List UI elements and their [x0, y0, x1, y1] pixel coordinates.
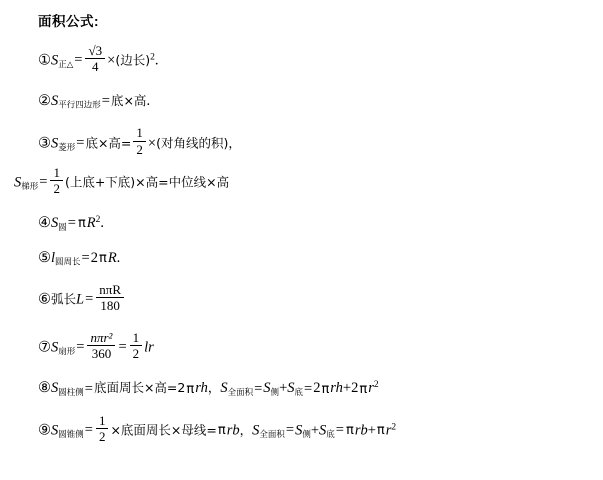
fraction-numerator: 1	[136, 125, 143, 141]
equals-sign: =	[101, 93, 110, 110]
label-arc-length: 弧长	[51, 291, 77, 307]
symbol-S-total: S	[220, 380, 228, 397]
variable-R: R	[107, 249, 117, 266]
fraction-numerator: 1	[132, 329, 140, 345]
equals-sign: =	[85, 291, 94, 308]
symbol-S: S	[51, 339, 59, 356]
fraction-denominator: 2	[53, 181, 60, 197]
coefficient-2: 2	[351, 380, 359, 397]
subscript-base: 底	[294, 388, 304, 399]
list-marker: ⑥	[38, 291, 51, 308]
subscript-label: 圆柱侧	[58, 388, 84, 399]
equals-sign-2: =	[254, 380, 263, 397]
equals-sign: =	[84, 380, 93, 397]
formula-line-7	[38, 329, 603, 363]
times-sign: ×	[107, 52, 116, 69]
exponent: 2	[391, 421, 397, 432]
symbol-S: S	[51, 134, 59, 151]
list-marker: ⑦	[38, 339, 51, 356]
variable-r: r	[368, 380, 374, 397]
coefficient: 2	[90, 249, 98, 266]
fraction-numerator: 1	[98, 412, 106, 428]
fraction-b	[130, 331, 143, 361]
expression-a: 底面周长×高=2	[93, 380, 186, 396]
fraction	[96, 283, 124, 313]
period: .	[116, 249, 121, 266]
exponent: 2	[373, 380, 379, 391]
equals-sign: =	[74, 52, 83, 69]
symbol-S-base: S	[319, 422, 327, 439]
expression-a: ×底面周长×母线=	[110, 422, 217, 438]
variables-rh-2: rh	[330, 380, 343, 397]
fraction-numerator: nπr²	[90, 329, 113, 345]
page-title: 面积公式:	[38, 14, 99, 29]
subscript-label: 圆	[58, 223, 67, 233]
equals-sign: =	[81, 249, 90, 266]
subscript-label: 正△	[58, 60, 74, 71]
variables-rh: rh	[195, 380, 208, 397]
fraction-denominator: 360	[91, 346, 112, 362]
equals-sign: =	[39, 174, 48, 191]
variable-r: r	[385, 422, 392, 439]
term-side-length: (边长)	[115, 52, 151, 68]
expression: 底×高	[110, 93, 147, 109]
equals-sign-3: =	[335, 422, 344, 439]
equals-sign: =	[84, 422, 93, 439]
symbol-S-side: S	[295, 422, 303, 439]
list-marker: ⑨	[38, 422, 51, 439]
equals-sign-3: =	[304, 380, 313, 397]
pi-symbol: π	[186, 381, 195, 397]
fraction-denominator: 2	[98, 429, 106, 445]
subscript-label-total: 全面积	[227, 388, 254, 399]
times-sign: ×	[147, 134, 157, 151]
formula-line-9	[38, 412, 603, 446]
subscript-side: 侧	[302, 429, 311, 440]
expression-a: 底×高=	[85, 134, 132, 150]
subscript-label: 扇形	[58, 347, 76, 358]
fraction-denominator: 4	[92, 59, 99, 75]
document-page	[0, 10, 603, 480]
list-marker: ②	[38, 93, 51, 110]
symbol-S-total: S	[252, 422, 260, 439]
variables-rb-2: rb	[354, 422, 368, 439]
formula-line-6	[38, 281, 603, 315]
symbol-S: S	[51, 422, 59, 439]
symbol-S: S	[51, 380, 59, 397]
comma: ，	[228, 134, 241, 150]
symbol-S: S	[51, 52, 59, 69]
symbol-l: l	[51, 249, 56, 266]
variables-rb: rb	[226, 422, 240, 439]
formula-line-3	[38, 125, 603, 159]
fraction	[50, 166, 63, 196]
formula-line-5	[38, 251, 603, 267]
fraction	[85, 44, 105, 74]
fraction-numerator: nπR	[99, 281, 122, 297]
list-marker: ①	[38, 52, 51, 69]
symbol-S: S	[14, 174, 22, 191]
pi-symbol-2: π	[345, 423, 354, 439]
comma: ，	[239, 422, 253, 438]
subscript-side: 侧	[270, 388, 280, 399]
equals-sign: =	[67, 215, 76, 232]
symbol-S-base: S	[287, 380, 295, 397]
fraction-a	[87, 331, 115, 361]
plus-sign-2: +	[367, 422, 376, 439]
expression-b: (对角线的积)	[156, 134, 229, 150]
plus-sign-2: +	[342, 380, 352, 397]
pi-symbol: π	[98, 250, 107, 266]
exponent: 2	[150, 52, 155, 63]
equals-sign: =	[76, 134, 85, 151]
fraction-denominator: 180	[100, 298, 120, 314]
symbol-L: L	[76, 291, 85, 308]
period: .	[100, 215, 105, 232]
expression: (上底+下底)×高=中位线×高	[64, 174, 230, 190]
pi-symbol: π	[217, 423, 226, 439]
pi-symbol-2: π	[321, 381, 330, 397]
coefficient: 2	[313, 380, 321, 397]
symbol-S: S	[51, 93, 59, 110]
fraction-numerator: √3	[88, 42, 103, 58]
fraction	[96, 414, 109, 444]
formula-line-1	[38, 42, 603, 76]
list-marker: ⑤	[38, 249, 51, 266]
variable-R: R	[86, 215, 96, 232]
equals-sign: =	[76, 339, 85, 356]
fraction-denominator: 2	[132, 346, 140, 362]
fraction	[133, 126, 146, 156]
subscript-label: 菱形	[58, 142, 76, 153]
pi-symbol-3: π	[359, 381, 368, 397]
pi-symbol-3: π	[376, 423, 385, 439]
fraction-denominator: 2	[136, 141, 143, 157]
formula-line-4	[38, 216, 603, 232]
formula-line-2	[38, 94, 603, 110]
subscript-label: 圆锥侧	[58, 429, 84, 440]
symbol-S-side: S	[263, 380, 271, 397]
exponent: 2	[95, 215, 101, 226]
fraction-numerator: 1	[53, 164, 60, 180]
list-marker: ④	[38, 215, 51, 232]
subscript-label-total: 全面积	[259, 429, 285, 440]
plus-sign: +	[310, 422, 320, 439]
formula-line-trapezoid	[14, 164, 603, 198]
subscript-label: 梯形	[21, 181, 39, 192]
term-lr: lr	[144, 339, 154, 356]
formula-line-8	[38, 381, 603, 397]
comma: ，	[207, 380, 221, 396]
period: .	[154, 52, 159, 69]
equals-sign-2: =	[285, 422, 295, 439]
subscript-base: 底	[326, 429, 335, 440]
pi-symbol: π	[77, 216, 86, 232]
list-marker: ③	[38, 134, 51, 151]
plus-sign: +	[279, 380, 288, 397]
period: .	[146, 93, 151, 110]
symbol-S: S	[51, 215, 59, 232]
subscript-label: 平行四边形	[58, 101, 101, 111]
equals-sign-2: =	[118, 339, 127, 356]
subscript-label: 圆周长	[55, 257, 81, 268]
list-marker: ⑧	[38, 380, 51, 397]
